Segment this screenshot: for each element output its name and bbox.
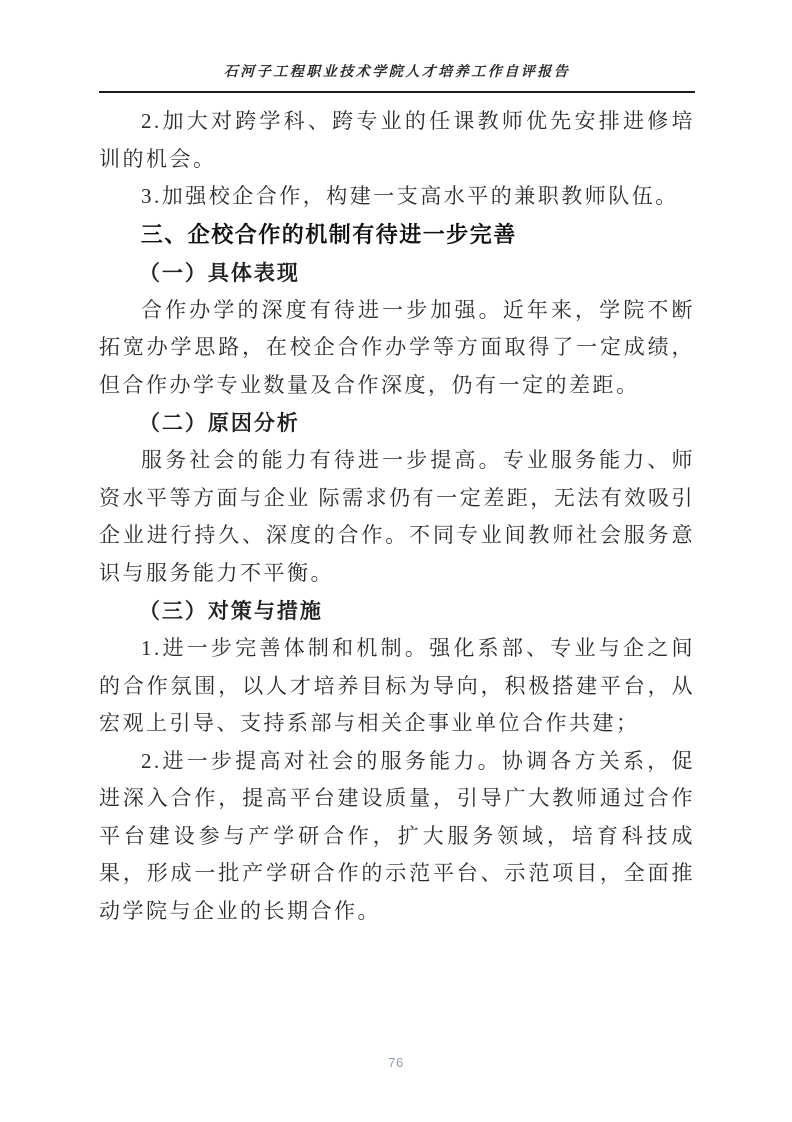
page-header [99,62,695,93]
paragraph: 3.加强校企合作，构建一支高水平的兼职教师队伍。 [141,184,679,208]
header-title: 石河子工程职业技术学院人才培养工作自评报告 [223,65,571,80]
subsection-heading: （三）对策与措施 [138,599,323,623]
document-body [99,103,695,930]
header-rule-line [99,91,695,93]
subsection-heading: （二）原因分析 [138,411,300,435]
page-footer [0,1054,792,1072]
paragraph: 2.进一步提高对社会的服务能力。协调各方关系，促进深入合作，提高平台建设质量，引导广大教师通过合作平台建设参与产学研合作，扩大服务领域，培育科技成果，形成一批产学研合作的示范平台、示范项目，全面推动学院与企业的长期合作。 [99,748,695,923]
paragraph: 1.进一步完善体制和机制。强化系部、专业与企之间的合作氛围，以人才培养目标为导向，积极搭建平台，从宏观上引导、支持系部与相关企事业单位合作共建； [99,636,695,735]
page-number: 76 [388,1055,404,1070]
paragraph: 合作办学的深度有待进一步加强。近年来，学院不断拓宽办学思路，在校企合作办学等方面取得了一定成绩，但合作办学专业数量及合作深度，仍有一定的差距。 [99,297,695,397]
subsection-heading: （一）具体表现 [138,260,300,285]
paragraph: 服务社会的能力有待进一步提高。专业服务能力、师资水平等方面与企业 际需求仍有一定差距，无法有效吸引企业进行持久、深度的合作。不同专业间教师社会服务意识与服务能力不平衡。 [99,448,695,585]
section-heading: 三、企校合作的机制有待进一步完善 [140,221,517,247]
paragraph: 2.加大对跨学科、跨专业的任课教师优先安排进修培训的机会。 [99,109,695,171]
